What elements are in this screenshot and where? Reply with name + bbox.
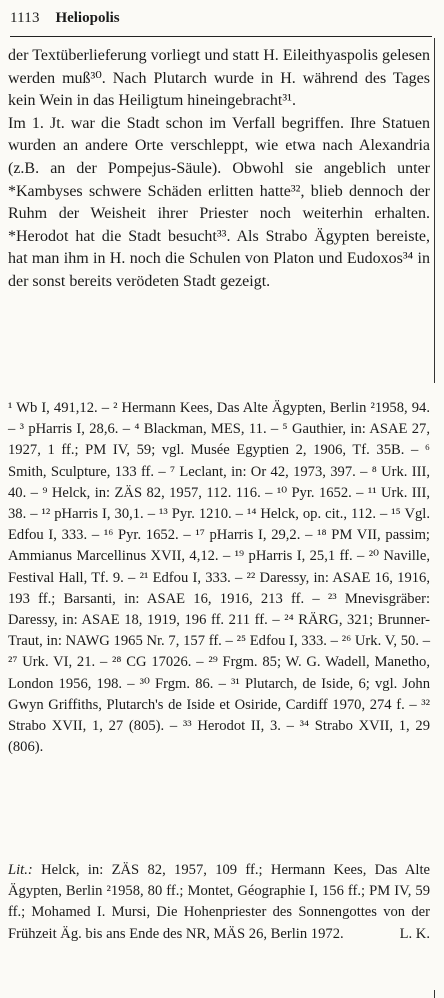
literature-label: Lit.: <box>8 862 33 878</box>
column-rule <box>434 38 435 383</box>
page-number: 1113 <box>10 10 40 26</box>
page-header <box>10 8 430 28</box>
body-paragraph: der Textüberlieferung vorliegt und statt H. Eileithyaspolis gelesen werden muß³⁰. Nach Plutarch wurde in H. während des Tages kein Wein in das Heiligtum hineingebracht³¹. <box>8 47 430 110</box>
running-title: Heliopolis <box>55 10 120 26</box>
literature-section <box>8 860 430 945</box>
column-rule-bottom <box>434 990 435 998</box>
literature-text: Helck, in: ZÄS 82, 1957, 109 ff.; Hermann Kees, Das Alte Ägypten, Berlin ²1958, 80 ff.; Montet, Géographie I, 156 ff.; PM IV, 59 ff.; Mohamed I. Mursi, Die Hohenpriester des Sonnengottes von der Frühzeit Äg. bis ans Ende des NR, MÄS 26, Berlin 1972. <box>8 862 430 942</box>
author-signature: L. K. <box>399 925 430 942</box>
footnotes: ¹ Wb I, 491,12. – ² Hermann Kees, Das Alte Ägypten, Berlin ²1958, 94. – ³ pHarris I, 28,6. – ⁴ Blackman, MES, 11. – ⁵ Gauthier, in: ASAE 27, 1927, 1 ff.; PM IV, 59; vgl. Musée Egyptien 2, 1906, Tf. 35B. – ⁶ Smith, Sculpture, 133 ff. – ⁷ Leclant, in: Or 42, 1973, 397. – ⁸ Urk. III, 40. – ⁹ Helck, in: ZÄS 82, 1957, 112. 116. – ¹⁰ Pyr. 1652. – ¹¹ Urk. III, 38. – ¹² pHarris I, 30,1. – ¹³ Pyr. 1210. – ¹⁴ Helck, op. cit., 112. – ¹⁵ Vgl. Edfou I, 333. – ¹⁶ Pyr. 1652. – ¹⁷ pHarris I, 29,2. – ¹⁸ PM VII, passim; Ammianus Marcellinus XVII, 4,12. – ¹⁹ pHarris I, 25,1 ff. – ²⁰ Naville, Festival Hall, Tf. 9. – ²¹ Edfou I, 333. – ²² Daressy, in: ASAE 16, 1916, 193 ff.; Barsanti, in: ASAE 16, 1916, 213 ff. – ²³ Mnevisgräber: Daressy, in: ASAE 18, 1919, 196 ff. 211 ff. – ²⁴ RÄRG, 321; Brunner-Traut, in: NAWG 1965 Nr. 7, 157 ff. – ²⁵ Edfou I, 333. – ²⁶ Urk. V, 50. – ²⁷ Urk. VI, 21. – ²⁸ CG 17026. – ²⁹ Frgm. 85; W. G. Wadell, Manetho, London 1956, 198. – ³⁰ Frgm. 86. – ³¹ Plutarch, de Iside, 6; vgl. John Gwyn Griffiths, Plutarch's de Iside et Osiride, Cardiff 1970, 274 f. – ³² Strabo XVII, 1, 27 (805). – ³³ Herodot II, 3. – ³⁴ Strabo XVII, 1, 29 (806). <box>8 400 430 756</box>
body-paragraph: Im 1. Jt. war die Stadt schon im Verfall begriffen. Ihre Statuen wurden an andere Orte verschleppt, wie etwa nach Alexandria (z.B. an der Pompejus-Säule). Obwohl sie angeblich unter *Kambyses schwere Schäden erlitten hatte³², blieb dennoch der Ruhm der Weisheit ihrer Priester noch weiterhin erhalten. *Herodot hat die Stadt besucht³³. Als Strabo Ägypten bereiste, hat man ihm in H. noch die Schulen von Platon und Eudoxos³⁴ in der sonst bereits verödeten Stadt gezeigt. <box>8 114 430 290</box>
header-rule <box>10 36 432 37</box>
article-body <box>8 45 430 294</box>
